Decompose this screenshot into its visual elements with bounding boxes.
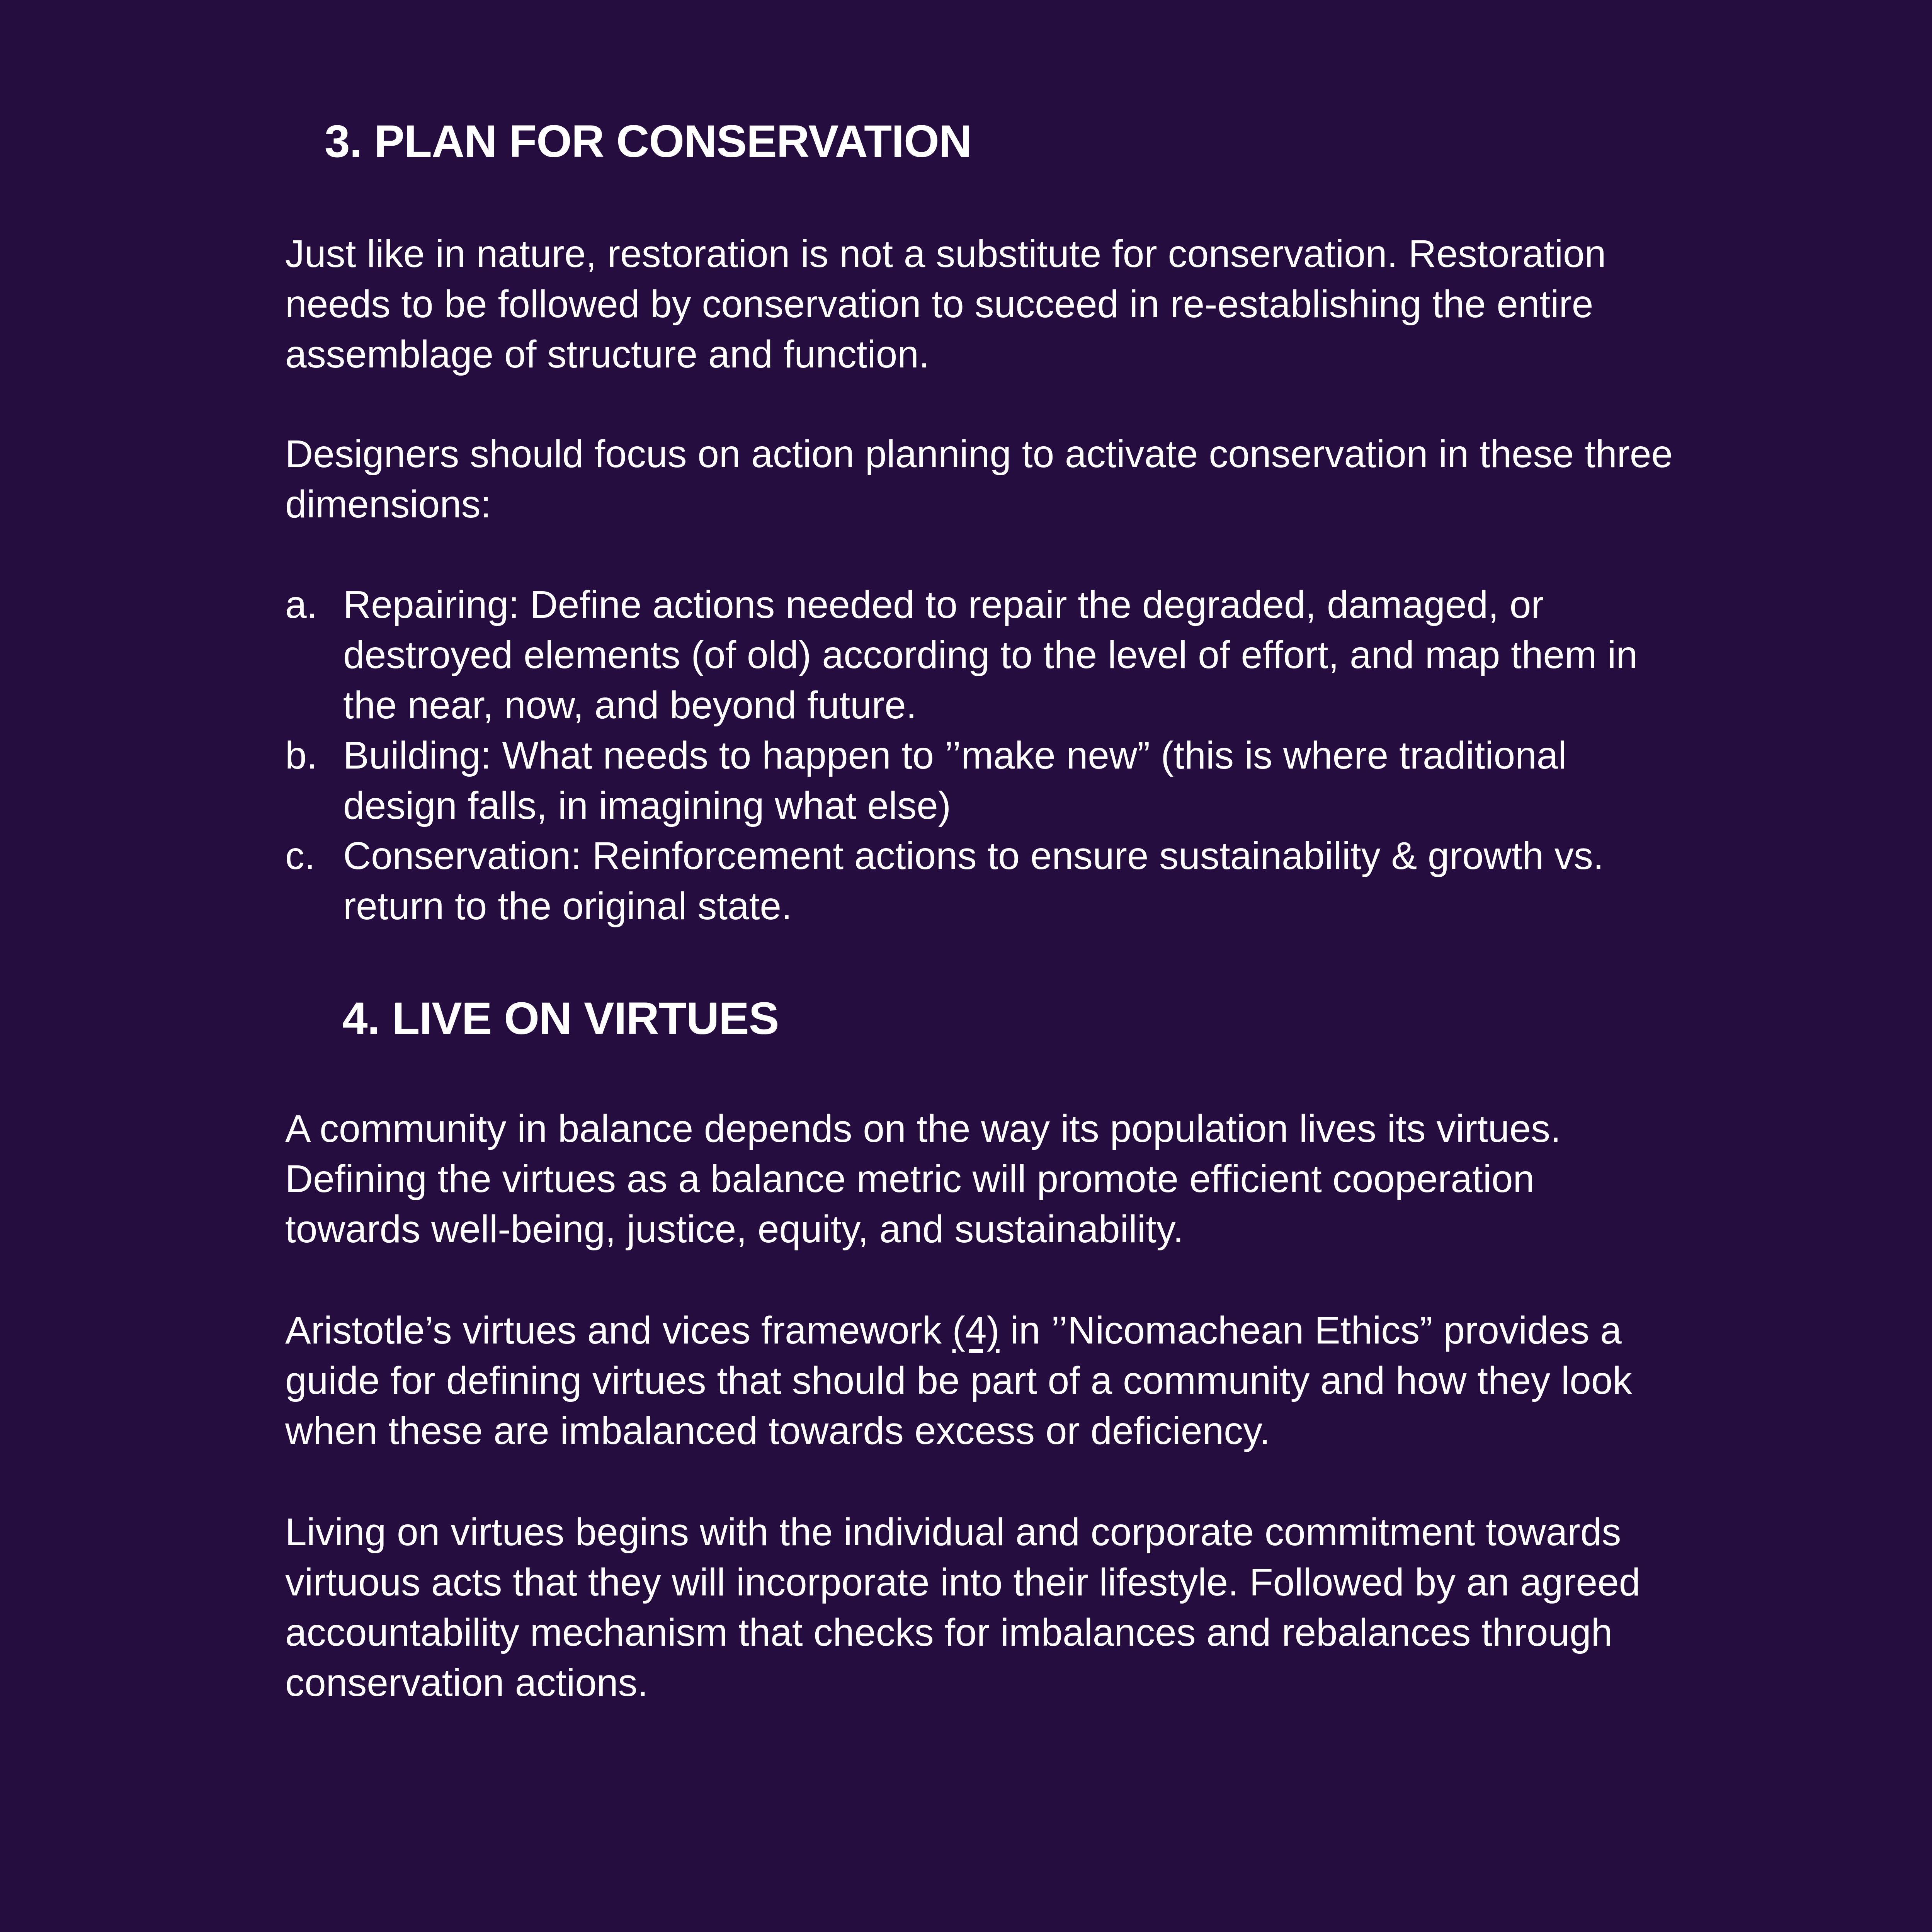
section-4-paragraph-1 bbox=[285, 1104, 1715, 1254]
list-marker: b. bbox=[285, 734, 318, 777]
section-3-paragraph-1 bbox=[285, 229, 1715, 379]
text-line: design falls, in imagining what else) bbox=[343, 784, 951, 827]
list-item bbox=[285, 730, 1715, 831]
text-line: assemblage of structure and function. bbox=[285, 333, 930, 376]
text-line: Living on virtues begins with the individual and corporate commitment towards bbox=[285, 1510, 1621, 1554]
text-line: A community in balance depends on the way its population lives its virtues. bbox=[285, 1107, 1561, 1150]
text-line: Building: What needs to happen to ’’make new” (this is where traditional bbox=[343, 734, 1567, 777]
text-line: Repairing: Define actions needed to repair the degraded, damaged, or bbox=[343, 583, 1544, 626]
text-line: Defining the virtues as a balance metric will promote efficient cooperation bbox=[285, 1157, 1535, 1201]
text-line: guide for defining virtues that should be part of a community and how they look bbox=[285, 1359, 1632, 1402]
text-line: the near, now, and beyond future. bbox=[343, 684, 917, 727]
text-line: when these are imbalanced towards excess or deficiency. bbox=[285, 1409, 1270, 1452]
section-4-paragraph-2 bbox=[285, 1305, 1715, 1456]
text-line: needs to be followed by conservation to succeed in re-establishing the entire bbox=[285, 282, 1594, 326]
text-line: return to the original state. bbox=[343, 884, 792, 928]
text-line: Designers should focus on action planning to activate conservation in these three bbox=[285, 432, 1673, 476]
section-4-heading: 4. LIVE ON VIRTUES bbox=[342, 993, 779, 1044]
list-item bbox=[285, 580, 1715, 730]
conservation-dimensions-list bbox=[285, 580, 1715, 931]
section-4-paragraph-3 bbox=[285, 1507, 1715, 1708]
text-line: Conservation: Reinforcement actions to ensure sustainability & growth vs. bbox=[343, 834, 1604, 878]
list-marker: c. bbox=[285, 834, 315, 878]
text-line: dimensions: bbox=[285, 483, 492, 526]
text-line: virtuous acts that they will incorporate into their lifestyle. Followed by an agreed bbox=[285, 1561, 1641, 1604]
text-line: conservation actions. bbox=[285, 1661, 648, 1704]
text-segment: in ’’Nicomachean Ethics” provides a bbox=[999, 1309, 1622, 1352]
text-segment: Aristotle’s virtues and vices framework bbox=[285, 1309, 952, 1352]
text-line: destroyed elements (of old) according to the level of effort, and map them in bbox=[343, 633, 1638, 677]
reference-link-4[interactable]: (4) bbox=[952, 1309, 1000, 1352]
section-3-paragraph-2 bbox=[285, 429, 1715, 529]
text-line bbox=[285, 1305, 1715, 1355]
text-line: towards well-being, justice, equity, and sustainability. bbox=[285, 1208, 1184, 1251]
text-line: accountability mechanism that checks for imbalances and rebalances through bbox=[285, 1611, 1613, 1654]
list-marker: a. bbox=[285, 583, 318, 626]
text-line: Just like in nature, restoration is not a substitute for conservation. Restoration bbox=[285, 232, 1606, 276]
list-item bbox=[285, 831, 1715, 931]
section-3-heading: 3. PLAN FOR CONSERVATION bbox=[325, 116, 972, 167]
